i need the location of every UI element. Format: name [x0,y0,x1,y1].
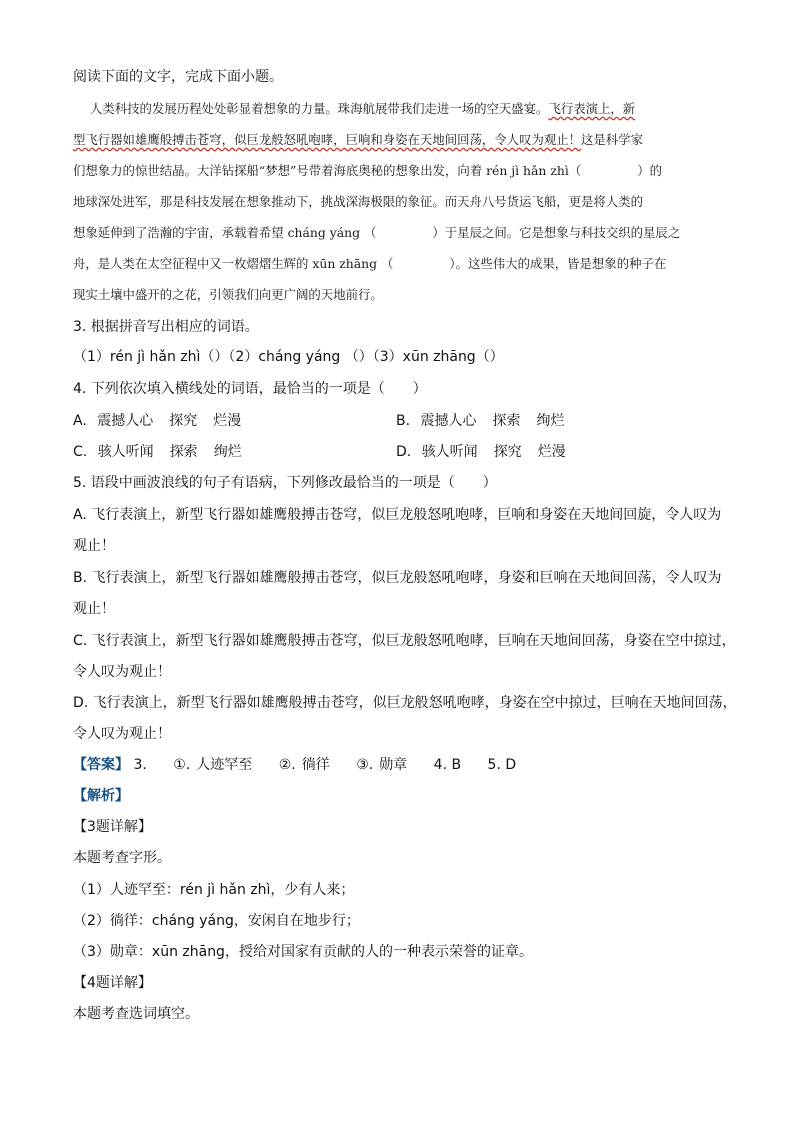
bracket-open: （ [568,163,582,178]
option-word: 探究 [169,413,198,429]
q3-detail-line-1: （1）人迹罕至：rén jì hǎn zhì，少有人来； [73,882,355,898]
option-d[interactable] [396,443,582,461]
option-word: 骇人听闻 [97,444,154,460]
option-word: 探索 [169,444,198,460]
answer-q4: 4. B [433,757,462,773]
option-word: 震撼人心 [420,413,477,429]
option-word: 探究 [493,444,522,460]
wavy-sentence-part: 飞行表演上，新 [548,101,636,116]
option-word: 探索 [492,413,521,429]
answer-q5: 5. D [487,757,517,773]
passage-text: 想象延伸到了浩瀚的宇宙，承载着希望 [73,225,284,240]
q5-option-c-line1[interactable]: C. 飞行表演上，新型飞行器如雄鹰般搏击苍穹，似巨龙般怒吼咆哮，巨响在天地间回荡，身姿在空中掠过， [73,633,736,649]
q5-option-d-line2: 令人叹为观止！ [73,726,171,742]
option-letter: D. [396,444,412,460]
option-word: 绚烂 [536,413,565,429]
q5-option-a-line1[interactable]: A. 飞行表演上，新型飞行器如雄鹰般搏击苍穹，似巨龙般怒吼咆哮，巨响和身姿在天地间回旋，令人叹为 [73,507,722,523]
pinyin-blank-2: cháng yáng [287,225,361,240]
question-3-stem: 3. 根据拼音写出相应的词语。 [73,319,259,335]
bracket-close: ）于星辰之间。它是想象与科技交织的星辰之 [432,225,681,240]
answer-num-3: ③. [356,757,374,773]
question-3-items: （1）rén jì hǎn zhì（）（2）cháng yáng （）（3）xūn zhāng（） [73,349,504,365]
passage-text: 这是科学家 [581,132,643,147]
pinyin-blank-3: xūn zhāng [312,256,378,271]
option-b[interactable] [396,412,581,430]
passage-line-3 [73,162,662,180]
bracket-close: ）。这些伟大的成果，皆是想象的种子在 [449,256,667,271]
answer-3: 勋章 [379,757,408,773]
option-c[interactable] [73,443,258,461]
intro-text: 阅读下面的文字，完成下面小题。 [73,69,283,85]
passage-line-4: 地球深处进军，那是科技发展在想象推动下，挑战深海极限的象征。而天舟八号货运飞船，更是将人类的 [73,194,643,209]
wavy-sentence-part: 型飞行器如雄鹰般搏击苍穹，似巨龙般怒吼咆哮，巨响和身姿在天地间回荡，令人叹为观止！ [73,132,582,147]
bracket-open: （ [381,256,394,271]
passage-line-1 [90,100,635,118]
answer-prefix: 3. [133,757,147,773]
answer-num-1: ①. [173,757,191,773]
option-word: 震撼人心 [97,413,154,429]
option-a[interactable] [73,412,257,430]
pinyin-blank-1: rén jì hǎn zhì [486,163,569,178]
answer-line [73,756,538,774]
answer-num-2: ②. [278,757,296,773]
q5-option-a-line2: 观止！ [73,538,115,554]
q3-detail-tag: 【3题详解】 [73,819,152,835]
answer-2: 徜徉 [301,757,330,773]
answer-tag: 【答案】 [73,757,129,773]
q3-detail-line-3: （3）勋章：xūn zhāng，授给对国家有贡献的人的一种表示荣誉的证章。 [73,944,533,960]
passage-line-7: 现实土壤中盛开的之花，引领我们向更广阔的天地前行。 [73,287,383,302]
analysis-tag: 【解析】 [73,788,129,804]
answer-1: 人迹罕至 [196,757,253,773]
option-word: 烂漫 [537,444,566,460]
passage-text: 舟，是人类在太空征程中又一枚熠熠生辉的 [73,256,309,271]
q4-detail-intro: 本题考查选词填空。 [73,1006,199,1022]
option-word: 绚烂 [213,444,242,460]
option-letter: C. [73,444,88,460]
passage-line-5 [73,224,680,242]
passage-text: 人类科技的发展历程处处彰显着想象的力量。珠海航展带我们走进一场的空天盛宴。 [90,101,549,116]
bracket-close: ）的 [637,163,662,178]
option-letter: B. [396,413,411,429]
option-word: 烂漫 [213,413,242,429]
q5-option-b-line2: 观止！ [73,601,115,617]
passage-line-6 [73,255,666,273]
q5-option-c-line2: 令人叹为观止！ [73,664,171,680]
q5-option-b-line1[interactable]: B. 飞行表演上，新型飞行器如雄鹰般搏击苍穹，似巨龙般怒吼咆哮，身姿和巨响在天地间回荡，令人叹为 [73,570,722,586]
bracket-open: （ [364,225,377,240]
passage-line-2 [73,131,643,149]
q4-detail-tag: 【4题详解】 [73,975,152,991]
option-letter: A. [73,413,87,429]
question-4-stem: 4. 下列依次填入横线处的词语，最恰当的一项是（ ） [73,381,427,397]
option-word: 骇人听闻 [421,444,478,460]
question-5-stem: 5. 语段中画波浪线的句子有语病，下列修改最恰当的一项是（ ） [73,475,497,491]
q3-detail-line-2: （2）徜徉：cháng yáng，安闲自在地步行； [73,913,360,929]
passage-text: 们想象力的惊世结晶。大洋钻探船“梦想”号带着海底奥秘的想象出发，向着 [73,163,483,178]
q5-option-d-line1[interactable]: D. 飞行表演上，新型飞行器如雄鹰般搏击苍穹，似巨龙般怒吼咆哮，身姿在空中掠过，巨响在天地间回荡， [73,695,737,711]
q3-detail-intro: 本题考查字形。 [73,850,171,866]
